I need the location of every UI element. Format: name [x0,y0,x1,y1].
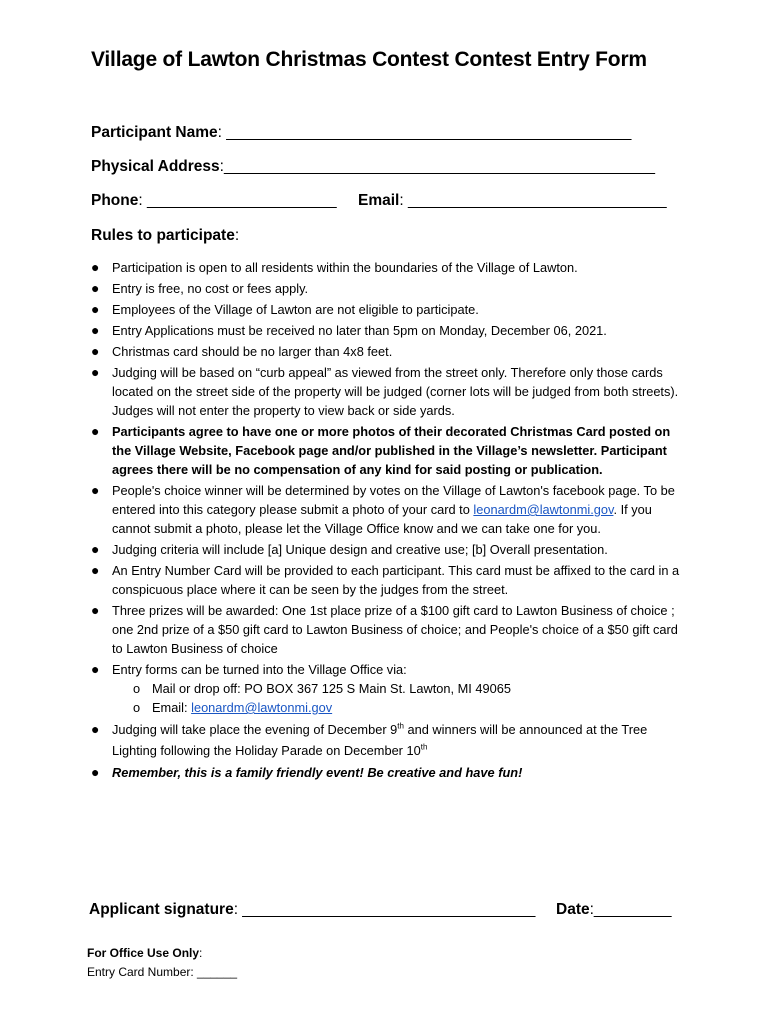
rule-text-emphasis: Remember, this is a family friendly event! Be creative and have fun! [112,765,523,780]
page-title: Village of Lawton Christmas Contest Contest Entry Form [91,48,647,71]
applicant-signature-label: Applicant signature [89,901,234,918]
rule-item [91,422,691,479]
bullet-icon: ● [91,482,100,498]
rule-item [91,719,691,761]
bullet-icon: ● [91,301,100,317]
bullet-icon: ● [91,343,100,359]
office-use-label: For Office Use Only [87,946,200,960]
office-use-colon: : [199,946,203,960]
ordinal-suffix: th [420,742,428,752]
phone-field[interactable] [91,192,337,210]
bullet-icon: ● [91,423,100,439]
rule-item [91,763,691,782]
email-blank[interactable]: : ______________________________ [399,192,667,209]
rule-text: People's choice winner will be determined by votes on the Village of Lawton's facebook page. To be entered into this category please submit a photo of your card to [112,483,675,517]
date-label: Date [556,901,590,918]
physical-address-field[interactable] [91,158,655,176]
physical-address-blank[interactable]: :__________________________________________________ [219,158,655,175]
rule-item [91,258,691,277]
rule-item [91,540,691,559]
submission-method-text: Mail or drop off: PO BOX 367 125 S Main St. Lawton, MI 49065 [152,681,511,696]
submission-method-text: Email: [152,700,192,715]
rule-item [91,342,691,361]
bullet-icon: ● [91,661,100,677]
rule-text: and winners will be announced at the Tree Lighting following the Holiday Parade on December 10 [112,722,648,758]
bullet-icon: ● [91,280,100,296]
date-field[interactable] [556,901,672,919]
email-link[interactable]: leonardm@lawtonmi.gov [473,502,614,517]
phone-blank[interactable]: : ______________________ [138,192,337,209]
email-link[interactable]: leonardm@lawtonmi.gov [191,700,333,715]
rule-text: Judging will be based on “curb appeal” as viewed from the street only. Therefore only those cards located on the street side of the property will be judged (corner lots will be judged from both streets). Judges will not enter the property to view back or side yards. [112,365,679,418]
entry-card-number-field[interactable]: Entry Card Number: ______ [87,965,238,979]
rule-text: Three prizes will be awarded: One 1st place prize of a $100 gift card to Lawton Business of choice ; one 2nd prize of a $50 gift card to Lawton Business of choice; and People's choice of a $50 gift card to Lawton Business of choice [112,603,678,656]
participant-name-blank[interactable]: : _______________________________________________ [217,124,632,141]
rule-item [91,561,691,599]
rule-text: Entry is free, no cost or fees apply. [112,281,309,296]
physical-address-label: Physical Address [91,158,220,175]
rule-item [91,363,691,420]
rule-text: Entry forms can be turned into the Village Office via: [112,662,407,677]
rules-heading-text: Rules to participate [91,227,235,244]
rule-item [91,601,691,658]
applicant-signature-blank[interactable]: : __________________________________ [233,901,536,918]
rule-item [91,300,691,319]
bullet-icon: ● [91,364,100,380]
bullet-icon: ● [91,764,100,780]
rule-text: An Entry Number Card will be provided to each participant. This card must be affixed to the card in a conspicuous place where it can be seen by the judges from the street. [112,563,680,597]
circle-bullet-icon: o [133,700,141,715]
rules-heading [91,227,239,245]
office-use-heading [87,944,237,963]
bullet-icon: ● [91,322,100,338]
office-use-section [87,944,237,982]
rule-text-bold: Participants agree to have one or more photos of their decorated Christmas Card posted on the Village Website, Facebook page and/or published in the Village’s newsletter. Participant agrees there will be no compensation of any kind for said posting or publication. [112,424,671,477]
rule-item [91,660,691,717]
rule-text: Christmas card should be no larger than 4x8 feet. [112,344,393,359]
rule-item [91,279,691,298]
participant-name-label: Participant Name [91,124,218,141]
rules-heading-colon: : [234,227,240,244]
phone-label: Phone [91,192,139,209]
circle-bullet-icon: o [133,681,141,696]
ordinal-suffix: th [397,721,404,731]
rule-text: . If you cannot submit a photo, please let the Village Office know and we can take one for you. [112,502,652,536]
rule-text: Judging criteria will include [a] Unique design and creative use; [b] Overall presentation. [112,542,608,557]
rule-item [91,481,691,538]
submission-method-item [112,698,691,717]
bullet-icon: ● [91,541,100,557]
bullet-icon: ● [91,721,100,737]
rule-text: Judging will take place the evening of December 9 [112,722,398,737]
submission-methods-list [112,679,691,717]
rule-item [91,321,691,340]
rule-text: Entry Applications must be received no later than 5pm on Monday, December 06, 2021. [112,323,607,338]
rules-list [91,258,691,784]
bullet-icon: ● [91,562,100,578]
email-label: Email [358,192,400,209]
rule-text: Participation is open to all residents within the boundaries of the Village of Lawton. [112,260,578,275]
applicant-signature-field[interactable] [89,901,535,919]
bullet-icon: ● [91,602,100,618]
rule-text: Employees of the Village of Lawton are not eligible to participate. [112,302,479,317]
bullet-icon: ● [91,259,100,275]
submission-method-item [112,679,691,698]
email-field[interactable] [358,192,667,210]
date-blank[interactable]: :_________ [589,901,672,918]
participant-name-field[interactable] [91,124,631,142]
